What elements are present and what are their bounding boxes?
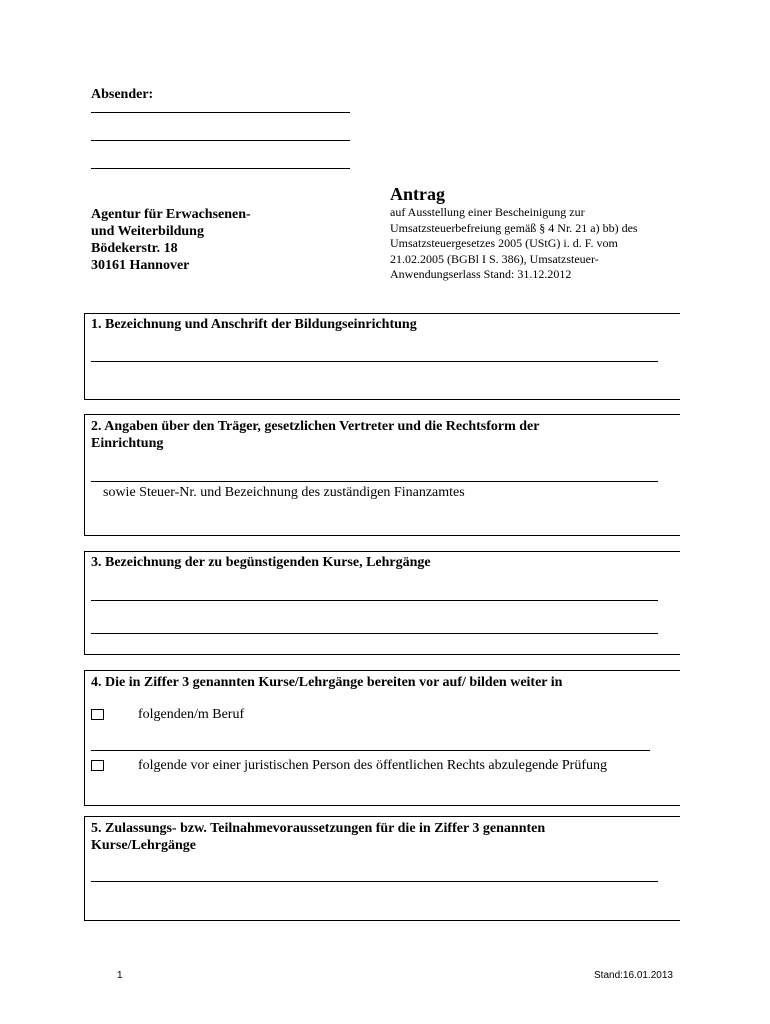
recipient-address — [91, 206, 251, 274]
section-4-input-line[interactable] — [91, 750, 650, 751]
option-pruefung-label: folgende vor einer juristischen Person des öffentlichen Rechts abzulegende Prüfung — [138, 758, 607, 773]
section-5-input-line[interactable] — [91, 881, 658, 882]
section-5-title-line-2: Kurse/Lehrgänge — [91, 838, 196, 853]
section-3-bottom-border — [84, 654, 680, 655]
application-desc-line-3: Umsatzsteuergesetzes 2005 (UStG) i. d. F. vom — [390, 236, 618, 250]
application-title: Antrag — [390, 184, 445, 204]
page-number: 1 — [117, 970, 123, 981]
section-2-left-border — [84, 414, 85, 535]
application-desc-line-1: auf Ausstellung einer Bescheinigung zur — [390, 205, 585, 219]
section-2-bottom-border — [84, 535, 680, 536]
section-3-input-line-2[interactable] — [91, 633, 658, 634]
section-2-title-line-1: 2. Angaben über den Träger, gesetzlichen Vertreter und die Rechtsform der — [91, 419, 540, 434]
section-1-bottom-border — [84, 399, 680, 400]
application-desc-line-5: Anwendungserlass Stand: 31.12.2012 — [390, 267, 572, 281]
section-3-title: 3. Bezeichnung der zu begünstigenden Kurse, Lehrgänge — [91, 555, 431, 570]
section-5-title — [91, 820, 545, 854]
checkbox-pruefung[interactable] — [91, 760, 104, 771]
recipient-line-3: Bödekerstr. 18 — [91, 241, 178, 256]
recipient-line-2: und Weiterbildung — [91, 224, 204, 239]
section-3-input-line-1[interactable] — [91, 600, 658, 601]
section-2-title — [91, 418, 540, 452]
sender-label: Absender: — [91, 87, 154, 102]
section-2-note: sowie Steuer-Nr. und Bezeichnung des zuständigen Finanzamtes — [103, 485, 465, 500]
section-1-input-line[interactable] — [91, 361, 658, 362]
recipient-line-1: Agentur für Erwachsenen- — [91, 207, 251, 222]
application-desc-line-2: Umsatzsteuerbefreiung gemäß § 4 Nr. 21 a) bb) des — [390, 220, 638, 235]
section-5-top-border — [84, 816, 680, 817]
section-4-top-border — [84, 670, 680, 671]
sender-line-3[interactable] — [91, 168, 350, 169]
section-1-left-border — [84, 313, 85, 399]
section-1-title: 1. Bezeichnung und Anschrift der Bildungseinrichtung — [91, 317, 417, 332]
section-4-left-border — [84, 670, 85, 805]
section-5-left-border — [84, 816, 85, 920]
stand-date: Stand:16.01.2013 — [594, 970, 673, 981]
section-2-top-border — [84, 414, 680, 415]
section-3-left-border — [84, 551, 85, 654]
option-beruf-label: folgenden/m Beruf — [138, 707, 245, 722]
section-2-input-line[interactable] — [91, 481, 658, 482]
application-description — [390, 205, 638, 283]
section-5-bottom-border — [84, 920, 680, 921]
sender-line-2[interactable] — [91, 140, 350, 141]
section-3-top-border — [84, 551, 680, 552]
checkbox-beruf[interactable] — [91, 709, 104, 720]
sender-line-1[interactable] — [91, 112, 350, 113]
section-2-title-line-2: Einrichtung — [91, 436, 164, 451]
application-desc-line-4: 21.02.2005 (BGBl I S. 386), Umsatzsteuer- — [390, 251, 599, 266]
section-4-bottom-border — [84, 805, 680, 806]
section-1-top-border — [84, 313, 680, 314]
recipient-line-4: 30161 Hannover — [91, 258, 190, 273]
section-5-title-line-1: 5. Zulassungs- bzw. Teilnahmevoraussetzungen für die in Ziffer 3 genannten — [91, 821, 546, 836]
section-4-title: 4. Die in Ziffer 3 genannten Kurse/Lehrgänge bereiten vor auf/ bilden weiter in — [91, 675, 563, 690]
